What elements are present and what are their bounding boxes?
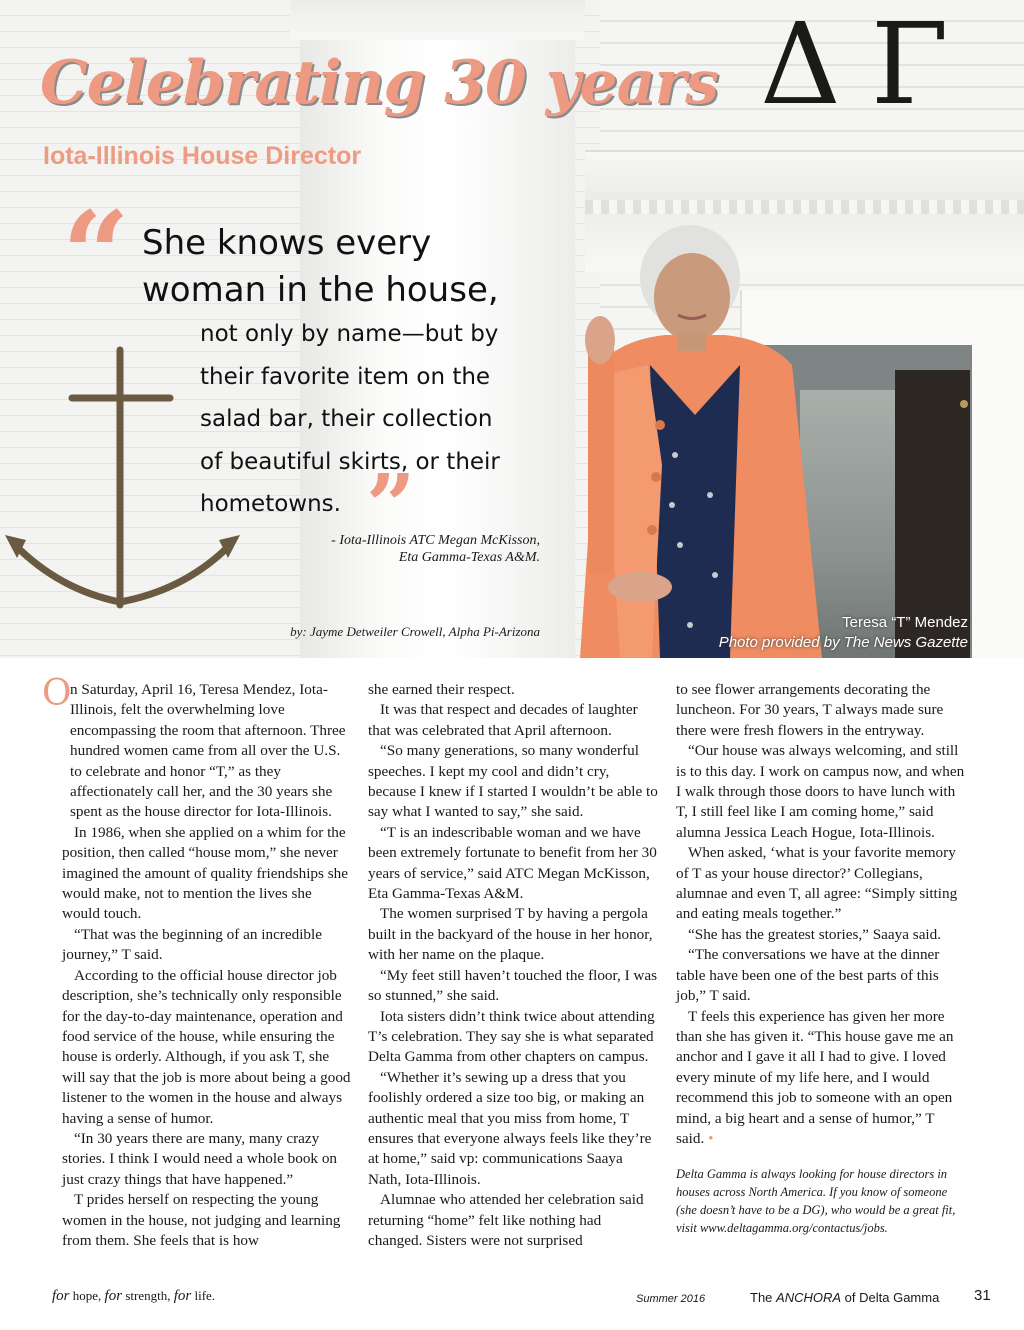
article-paragraph: The women surprised T by having a pergola built in the backyard of the house in her honor, with her name on the plaque. bbox=[368, 905, 653, 964]
motto-word: strength, bbox=[125, 1288, 171, 1303]
article-paragraph: Alumnae who attended her celebration said returning “home” felt like nothing had changed. Sisters were not surprised bbox=[368, 1191, 644, 1249]
attribution-line: Eta Gamma-Texas A&M. bbox=[398, 550, 540, 565]
close-quote-mark: ” bbox=[366, 456, 416, 557]
article-column-1 bbox=[62, 680, 352, 1251]
article-paragraph: “That was the beginning of an incredible journey,” T said. bbox=[62, 925, 322, 964]
pull-quote-body bbox=[200, 313, 500, 526]
teresa-mendez-photo bbox=[560, 215, 830, 658]
magazine-name bbox=[750, 1290, 939, 1306]
motto-word: for bbox=[52, 1288, 70, 1304]
article-paragraph: “She has the greatest stories,” Saaya said. bbox=[688, 925, 942, 943]
magazine-title: ANCHORA bbox=[776, 1290, 842, 1305]
magazine-prefix: The bbox=[750, 1290, 773, 1305]
pull-quote-line: salad bar, their collection bbox=[200, 406, 493, 432]
article-paragraph bbox=[676, 1007, 966, 1150]
caption-name: Teresa “T” Mendez bbox=[842, 614, 968, 631]
article-paragraph: In 1986, when she applied on a whim for the position, then called “house mom,” she never imagined the amount of quality friendships she would make, not to mention the lives she would touch. bbox=[62, 823, 348, 923]
article-paragraph: “In 30 years there are many, many crazy stories. I think I would need a whole book on just crazy things that have happened.” bbox=[62, 1129, 338, 1188]
motto-word: hope, bbox=[72, 1288, 102, 1303]
motto-word: life. bbox=[194, 1288, 216, 1303]
article-paragraph: “T is an indescribable woman and we have been extremely fortunate to benefit from her 30 years of service,” said ATC Megan McKisson, Eta Gamma-Texas A&M. bbox=[368, 823, 657, 903]
article-paragraph: “My feet still haven’t touched the floor, I was so stunned,” she said. bbox=[368, 966, 658, 1005]
article-paragraph: to see flower arrangements decorating the luncheon. For 30 years, T always made sure there were fresh flowers in the entryway. bbox=[676, 681, 944, 739]
article-paragraph: It was that respect and decades of laughter that was celebrated that April afternoon. bbox=[368, 701, 638, 739]
recruitment-note: Delta Gamma is always looking for house directors in houses across North America. If you know of someone (she doesn’t have to be a DG), who would be a great fit, visit www.deltagamma.org/contactus/jobs. bbox=[676, 1167, 956, 1236]
door-knob bbox=[960, 400, 968, 408]
article-paragraph: “Our house was always welcoming, and still is to this day. I work on campus now, and when I walk through those doors to have lunch with T, I still feel like I am coming home,” said alumna Jessica Leach Hogue, Iota-Illinois. bbox=[676, 742, 965, 841]
article-column-3 bbox=[676, 680, 966, 1237]
author-byline: by: Jayme Detweiler Crowell, Alpha Pi-Arizona bbox=[290, 624, 540, 639]
quote-attribution bbox=[300, 532, 540, 566]
pull-quote-line: woman in the house, bbox=[142, 270, 499, 310]
photo-caption bbox=[660, 613, 968, 653]
greek-letters: ΔΓ bbox=[760, 0, 979, 130]
pull-quote-large bbox=[142, 220, 499, 314]
page-subtitle: Iota-Illinois House Director bbox=[43, 142, 362, 170]
attribution-line: - Iota-Illinois ATC Megan McKisson, bbox=[331, 533, 540, 548]
article-paragraph: According to the official house director job description, she’s technically only responsible for the day-to-day maintenance, operation and food service of the house, while ensuring the house is orderly. Although, if you ask T, she will say that the job is more about being a good listener to the women in the house and always having a sense of humor. bbox=[62, 966, 351, 1127]
pull-quote-line: hometowns. bbox=[200, 491, 341, 517]
motto-word: for bbox=[173, 1288, 192, 1304]
article-column-2 bbox=[368, 680, 658, 1251]
column-capital bbox=[290, 0, 585, 40]
article-paragraph: she earned their respect. bbox=[368, 681, 515, 698]
article-paragraph: T prides herself on respecting the young women in the house, not judging and learning from them. She feels that is how bbox=[62, 1191, 341, 1249]
motto-word: for bbox=[104, 1288, 123, 1304]
footer-motto bbox=[52, 1287, 215, 1305]
drop-cap: O bbox=[42, 673, 72, 714]
page-number: 31 bbox=[974, 1287, 991, 1304]
pull-quote-line: their favorite item on the bbox=[200, 363, 491, 390]
article-paragraph: “Whether it’s sewing up a dress that you foolishly ordered a size too big, or making an authentic meal that you miss from home, T ensures that everyone always feels like they’re at home,” said vp: communications Saaya Nath, Iota-Illinois. bbox=[368, 1068, 652, 1188]
article-paragraph: “So many generations, so many wonderful speeches. I kept my cool and didn’t cry, because I knew if I started I wouldn’t be able to say what I wanted to say,” she said. bbox=[368, 742, 658, 821]
magazine-suffix: of Delta Gamma bbox=[844, 1290, 940, 1305]
article-paragraph: When asked, ‘what is your favorite memory of T as your house director?’ Collegians, alumnae and even T, all agree: “Simply sitting and eating meals together.” bbox=[676, 844, 958, 923]
open-quote-mark: “ bbox=[62, 185, 130, 324]
end-mark: • bbox=[708, 1129, 714, 1147]
final-paragraph-text: T feels this experience has given her more than she has given it. “This house gave me an anchor and I gave it all I had to give. I loved every minute of my life here, and I would recommend this job to someone with an open mind, a big heart and a sense of humor,” T said. bbox=[676, 1007, 954, 1147]
dentil-molding bbox=[585, 200, 1024, 214]
article-paragraph: Iota sisters didn’t think twice about attending T’s celebration. They say she is what separated Delta Gamma from other chapters on campus. bbox=[368, 1007, 655, 1066]
photo-credit: Photo provided by The News Gazette bbox=[718, 634, 968, 651]
issue-date: Summer 2016 bbox=[636, 1293, 706, 1305]
article-paragraph: n Saturday, April 16, Teresa Mendez, Iota-Illinois, felt the overwhelming love encompassing the room that afternoon. Three hundred women came from all over the U.S. to celebrate and honor “T,” as they affectionately call her, and the 30 years she spent as the house director for Iota-Illinois. bbox=[70, 681, 346, 821]
article-paragraph: “The conversations we have at the dinner table have been one of the best parts of this job,” T said. bbox=[676, 946, 940, 1005]
pull-quote-line: She knows every bbox=[142, 223, 432, 263]
pull-quote-line: not only by name—but by bbox=[200, 321, 499, 347]
page-title: Celebrating 30 years bbox=[40, 48, 718, 118]
pull-quote-line: of beautiful skirts, or their bbox=[200, 448, 500, 475]
